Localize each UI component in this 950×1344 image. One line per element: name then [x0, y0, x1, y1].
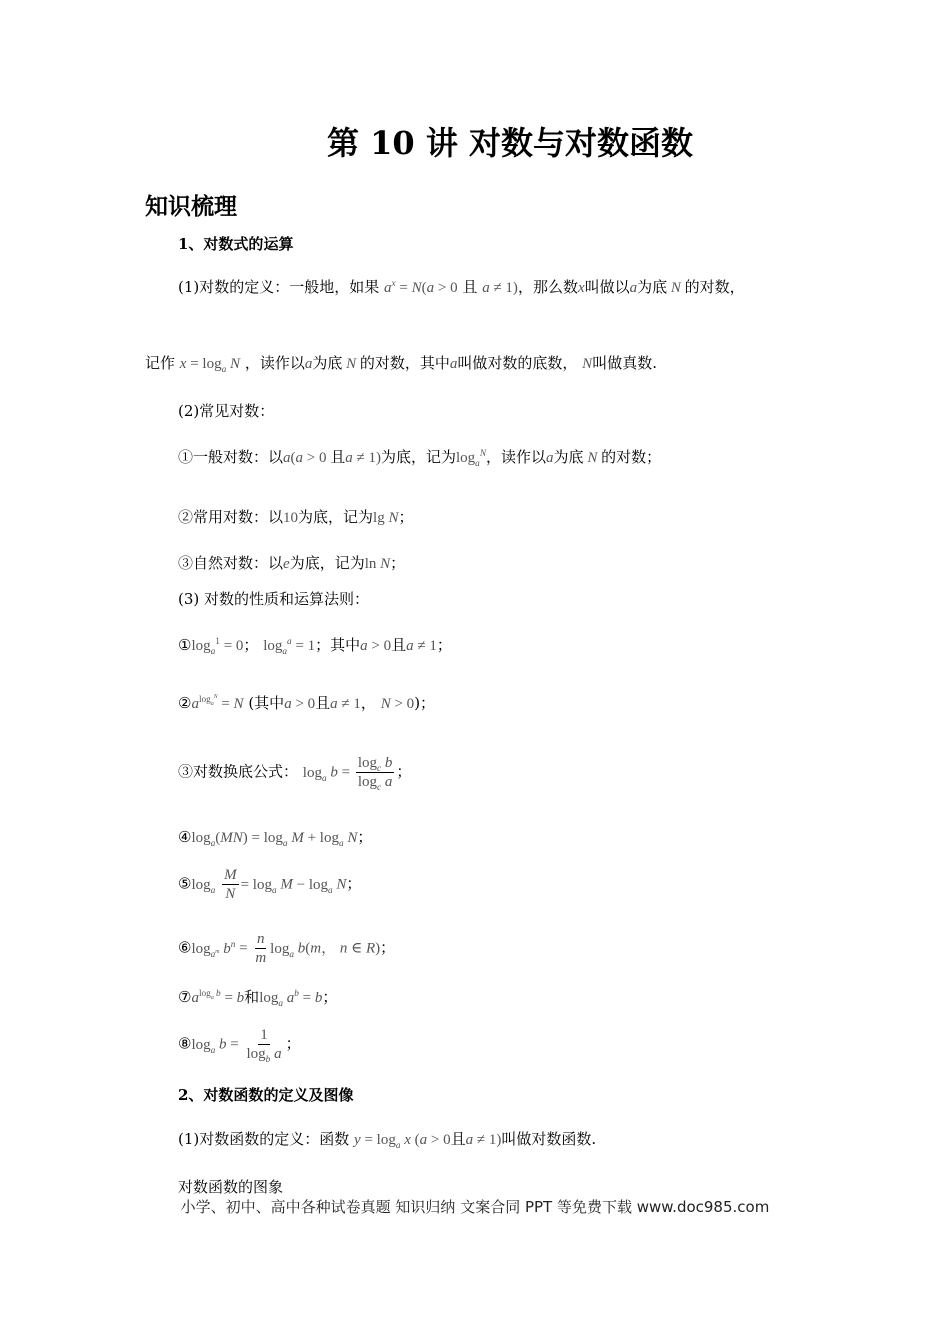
general-log-a: ①一般对数：以 [178, 448, 284, 466]
p7-and: 和 [244, 988, 260, 1006]
p8-b: ； [285, 1034, 301, 1053]
property-1: $①\log_a^1 = 0$； $\log_a^a = 1$；其中a > 0且a ≠ 1； [178, 636, 452, 657]
p1-c: ；其中 [315, 636, 361, 654]
p6-num: ⑥ [178, 938, 192, 957]
p2-num: ② [178, 694, 192, 712]
common-log-line: ②常用对数：以10为底，记为lg N； [178, 508, 414, 526]
reciprocal-fraction: $\frac{1}{\log_b a}$ [246, 1027, 282, 1065]
p4-num: ④ [178, 828, 192, 846]
common-log-b: 为底，记为 [298, 508, 374, 526]
section-heading: 知识梳理 [145, 193, 237, 220]
common-log-a: ②常用对数：以 [178, 508, 284, 526]
definition-rest2: 叫做以 [584, 278, 630, 296]
p2-e: )； [414, 694, 436, 712]
log-fn-def-b: 且 [450, 1130, 466, 1148]
and-1: 且 [330, 448, 346, 466]
n-over-m-fraction: $\frac{n}{m}$ [255, 931, 267, 966]
antilog-desc: 叫做真数. [592, 354, 657, 372]
p8-num: ⑧ [178, 1034, 192, 1053]
definition-rest3: 为底 [637, 278, 668, 296]
log-function-graph-label: 对数函数的图象 [178, 1178, 284, 1196]
section2-title: 2、对数函数的定义及图像 [178, 1086, 354, 1104]
p1-e: ； [436, 636, 452, 654]
p2-b: (其中 [248, 694, 285, 712]
p5-b: ； [346, 874, 362, 893]
change-of-base-fraction: $\frac{\log_c b}{\log_c a}$ [357, 755, 393, 793]
base-desc: 叫做对数的底数， [457, 354, 578, 372]
definition-line-2: 记作 $x = \log_a N$ ，读作以a为底 N 的对数，其中a叫做对数的底数， N叫做真数. [145, 354, 657, 375]
footer-banner: 小学、初中、高中各种试卷真题 知识归纳 文案合同 PPT 等免费下载 www.doc985.com [180, 1198, 770, 1216]
common-logs-label: (2)常见对数： [178, 402, 275, 420]
log-fn-def-c: 叫做对数函数. [501, 1130, 597, 1148]
p1-d: 且 [391, 636, 407, 654]
p1-num: ① [178, 636, 192, 654]
general-log-line: ①一般对数：以a(a > 0 且a ≠ 1)为底，记为$\log_a^N$，读作以a为底 N 的对数； [178, 448, 662, 469]
read-as: ，读作以 [244, 354, 305, 372]
common-log-c: ； [398, 508, 414, 526]
general-log-d: 为底 [553, 448, 584, 466]
definition-line-1: (1)对数的定义：一般地，如果 $a^x = N(a > 0$ 且 a ≠ 1)，那么数x叫做以a为底 N 的对数， [178, 278, 745, 296]
p4-b: ； [357, 828, 373, 846]
log-function-definition: (1)对数函数的定义：函数 $y = \log_a x$ (a > 0且a ≠ 1)叫做对数函数. [178, 1130, 597, 1151]
log-fn-def-a: (1)对数函数的定义：函数 [178, 1130, 350, 1148]
p3-b: ； [396, 762, 412, 781]
p6-b: ； [380, 938, 396, 957]
property-5: $⑤\log_a$ $\frac{M}{N}$ = $\log_a M - \log_a N$； [178, 867, 362, 902]
property-3-change-of-base: ③对数换底公式： $\log_a b$ = $\frac{\log_c b}{\log_c a}$ ； [178, 755, 412, 793]
p7-c: ； [322, 988, 338, 1006]
property-7: $⑦a^{log_a b} = b$和$\log_a a^b = b$； [178, 988, 338, 1009]
property-4: $④\log_a(MN) = \log_a M + \log_a N$； [178, 828, 373, 849]
p3-a: ③对数换底公式： [178, 762, 299, 781]
property-6: $⑥\log_{a^m}$ $b^n$ = $\frac{n}{m}$ $\log_a b(m$， n ∈ R)； [178, 931, 396, 966]
page-title: 第 10 讲 对数与对数函数 [327, 124, 693, 162]
section1-title: 1、对数式的运算 [178, 235, 294, 253]
p5-num: ⑤ [178, 874, 192, 893]
general-log-e: 的对数； [601, 448, 662, 466]
p2-c: 且 [315, 694, 331, 712]
properties-label: (3) 对数的性质和运算法则： [178, 590, 370, 608]
of-log: 的对数，其中 [359, 354, 450, 372]
general-log-c: ，读作以 [486, 448, 547, 466]
definition-label: (1)对数的定义：一般地，如果 [178, 278, 380, 296]
definition-rest: ，那么数 [517, 278, 578, 296]
natural-log-c: ； [390, 554, 406, 572]
definition-cond-and: 且 [462, 278, 478, 296]
record-as: 记作 [145, 354, 176, 372]
natural-log-a: ③自然对数：以 [178, 554, 284, 572]
general-log-b: 为底，记为 [380, 448, 456, 466]
definition-rest4: 的对数， [684, 278, 745, 296]
p1-b: ； [243, 636, 259, 654]
natural-log-b: 为底，记为 [289, 554, 365, 572]
as-base: 为底 [312, 354, 343, 372]
p7-num: ⑦ [178, 988, 192, 1006]
natural-log-line: ③自然对数：以e为底，记为ln N； [178, 554, 406, 572]
m-over-n-fraction: $\frac{M}{N}$ [224, 867, 237, 902]
property-2: $②a^{log_a^N} = N$ (其中a > 0且a ≠ 1， N > 0)； [178, 693, 436, 712]
property-8: $⑧\log_a$ b = $\frac{1}{\log_b a}$ ； [178, 1027, 301, 1065]
p2-d: ， [360, 694, 376, 712]
